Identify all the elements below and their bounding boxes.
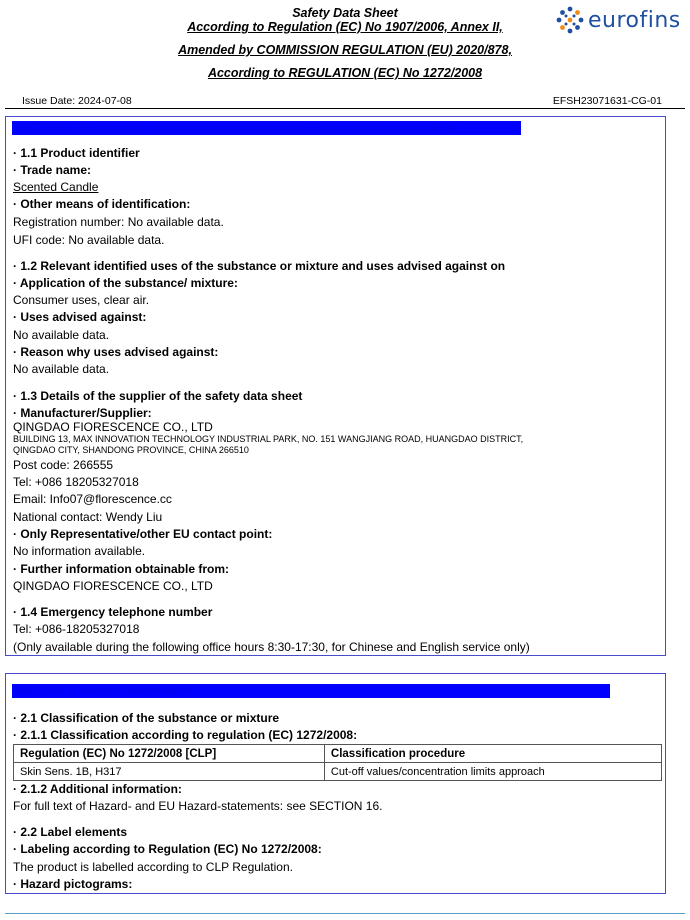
- address-line-1: BUILDING 13, MAX INNOVATION TECHNOLOGY INDUSTRIAL PARK, NO. 151 WANGJIANG ROAD, HUANGDAO DISTRICT,: [13, 434, 524, 444]
- supplier-details-heading: · 1.3 Details of the supplier of the safety data sheet: [13, 389, 303, 403]
- other-means-label: · Other means of identification:: [13, 197, 191, 211]
- classification-table: [13, 744, 662, 781]
- uses-advised-value: No available data.: [13, 328, 110, 342]
- section-1-title: SECTION 1: Identification of the substance/mixture and of the company/undertaking: [12, 121, 521, 135]
- postcode: Post code: 266555: [13, 458, 114, 472]
- further-info-value: QINGDAO FIORESCENCE CO., LTD: [13, 579, 213, 593]
- table-header-cell: Classification procedure: [324, 745, 661, 763]
- emergency-phone: Tel: +086-18205327018: [13, 622, 140, 636]
- product-identifier-heading: · 1.1 Product identifier: [13, 146, 140, 160]
- uses-advised-label: · Uses advised against:: [13, 310, 147, 324]
- trade-name-label: · Trade name:: [13, 163, 92, 177]
- eurofins-logo: [555, 5, 681, 35]
- telephone: Tel: +086 18205327018: [13, 475, 139, 489]
- document-meta: [22, 95, 662, 107]
- classification-regulation-heading: · 2.1.1 Classification according to regulation (EC) 1272/2008:: [13, 728, 358, 742]
- table-row: [14, 763, 662, 781]
- further-info-label: · Further information obtainable from:: [13, 562, 229, 576]
- section-1: [5, 116, 666, 656]
- company-name: QINGDAO FIORESCENCE CO., LTD: [13, 420, 213, 434]
- section-2-title: SECTION 2: Hazards identification: [12, 684, 610, 698]
- table-cell: Cut-off values/concentration limits approach: [324, 763, 661, 781]
- labeling-label: · Labeling according to Regulation (EC) No 1272/2008:: [13, 842, 322, 856]
- header-divider: [5, 108, 685, 109]
- national-contact: National contact: Wendy Liu: [13, 510, 163, 524]
- hazard-pictograms-label: · Hazard pictograms:: [13, 877, 133, 891]
- logo-wordmark: eurofins: [588, 7, 681, 33]
- relevant-uses-heading: · 1.2 Relevant identified uses of the substance or mixture and uses advised against on: [13, 259, 506, 273]
- address-line-2: QINGDAO CITY, SHANDONG PROVINCE, CHINA 266510: [13, 445, 249, 455]
- emergency-phone-heading: · 1.4 Emergency telephone number: [13, 605, 213, 619]
- reason-value: No available data.: [13, 362, 110, 376]
- table-cell: Skin Sens. 1B, H317: [14, 763, 325, 781]
- footer-divider: [5, 913, 685, 914]
- emergency-hours-note: (Only available during the following office hours 8:30-17:30, for Chinese and English service only): [13, 640, 530, 654]
- document-id: EFSH23071631-CG-01: [552, 95, 662, 107]
- application-value: Consumer uses, clear air.: [13, 293, 150, 307]
- table-header-row: [14, 745, 662, 763]
- application-label: · Application of the substance/ mixture:: [13, 276, 238, 290]
- document-title: Safety Data Sheet: [292, 6, 398, 20]
- section-2: [5, 673, 666, 894]
- classification-heading: · 2.1 Classification of the substance or mixture: [13, 711, 280, 725]
- reason-label: · Reason why uses advised against:: [13, 345, 219, 359]
- issue-date: Issue Date: 2024-07-08: [22, 95, 132, 107]
- additional-info-value: For full text of Hazard- and EU Hazard-statements: see SECTION 16.: [13, 799, 383, 813]
- only-representative-label: · Only Representative/other EU contact point:: [13, 527, 273, 541]
- eurofins-dots-icon: [555, 5, 585, 35]
- email: Email: Info07@florescence.cc: [13, 492, 172, 506]
- table-header-cell: Regulation (EC) No 1272/2008 [CLP]: [14, 745, 325, 763]
- only-representative-value: No information available.: [13, 544, 146, 558]
- regulation-line-2: Amended by COMMISSION REGULATION (EU) 2020/878,: [178, 43, 512, 57]
- registration-number: Registration number: No available data.: [13, 215, 224, 229]
- labeling-value: The product is labelled according to CLP Regulation.: [13, 860, 293, 874]
- ufi-code: UFI code: No available data.: [13, 233, 165, 247]
- additional-info-label: · 2.1.2 Additional information:: [13, 782, 182, 796]
- regulation-line-1: According to Regulation (EC) No 1907/2006, Annex II,: [187, 20, 503, 34]
- regulation-line-3: According to REGULATION (EC) No 1272/2008: [207, 66, 483, 80]
- trade-name-value: Scented Candle: [13, 180, 99, 194]
- manufacturer-label: · Manufacturer/Supplier:: [13, 406, 152, 420]
- label-elements-heading: · 2.2 Label elements: [13, 825, 128, 839]
